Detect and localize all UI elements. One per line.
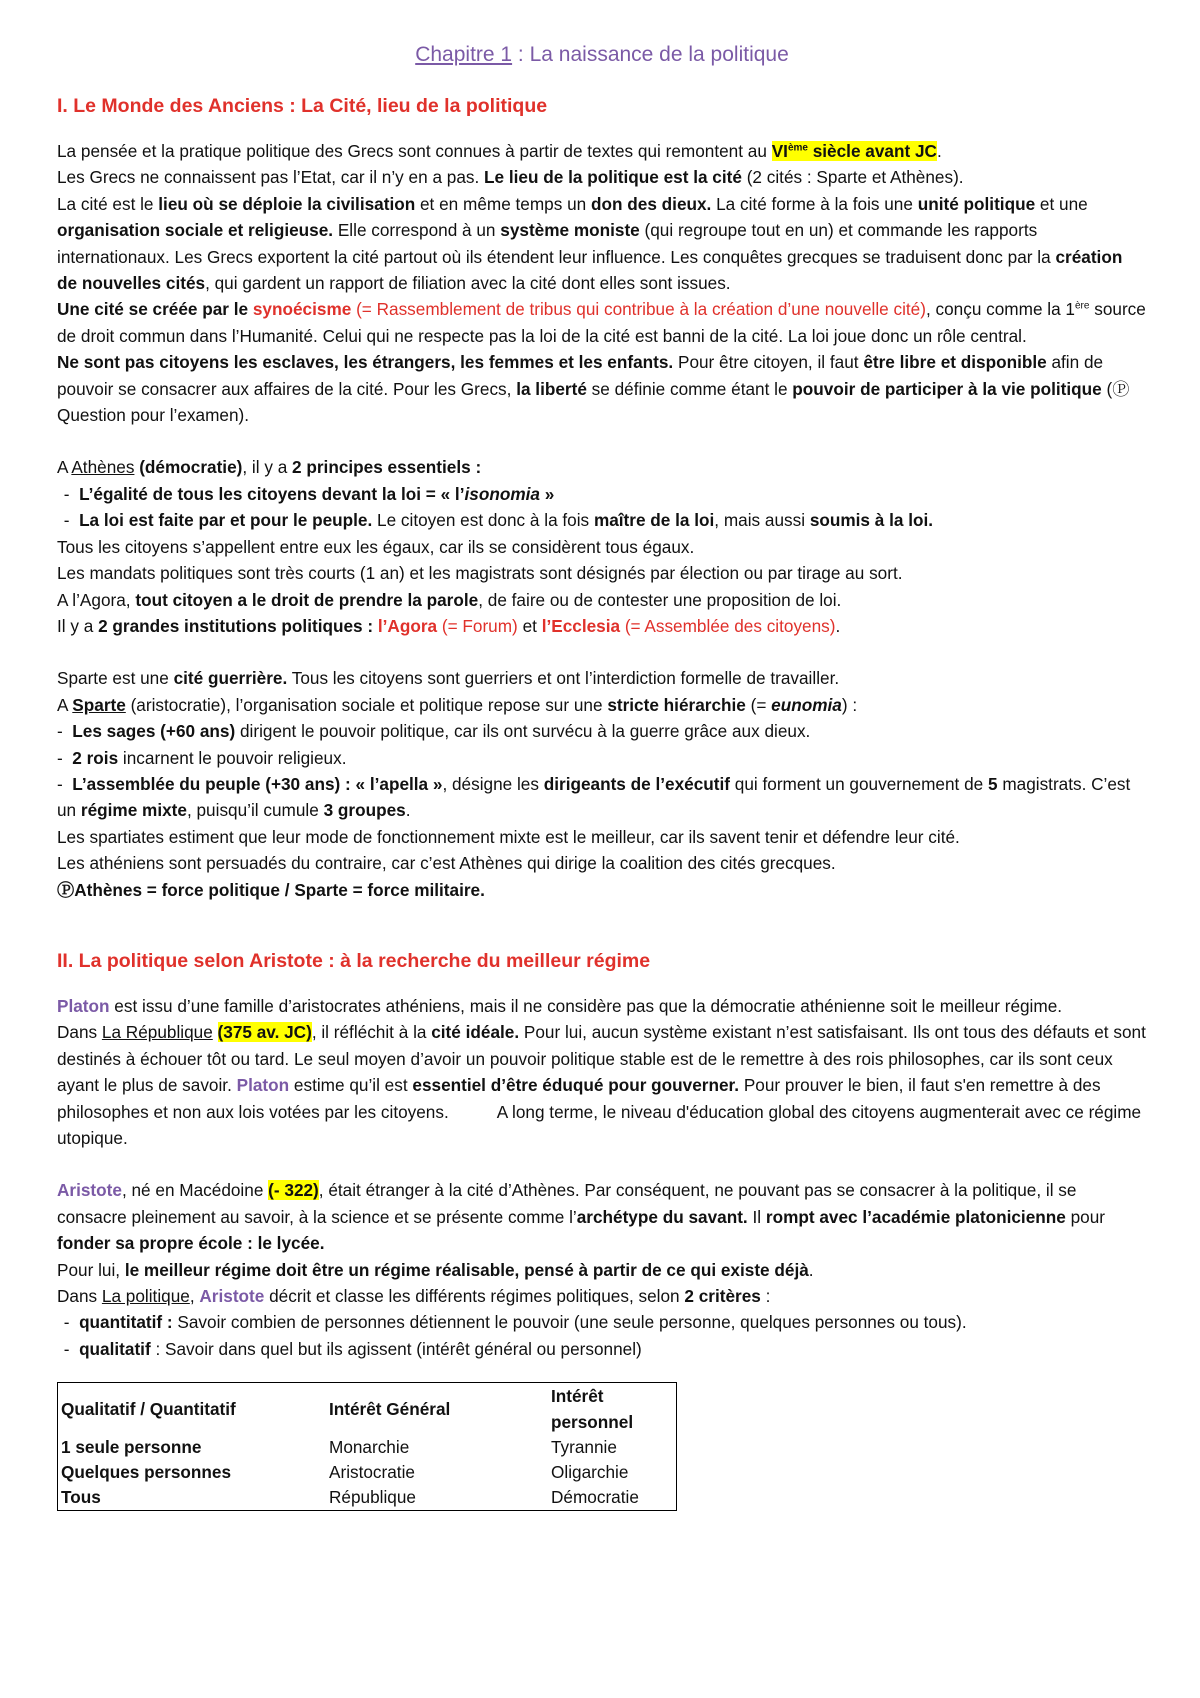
table-cell: Quelques personnes (61, 1462, 232, 1483)
text-run: Elle correspond à un (333, 220, 501, 241)
text-run: être libre et disponible (863, 352, 1047, 373)
list-item: - qualitatif : Savoir dans quel but ils agissent (intérêt général ou personnel) (59, 1338, 642, 1359)
list-item: - Les sages (+60 ans) dirigent le pouvoir politique, car ils ont survécu à la guerre grâce aux dieux. (57, 721, 811, 742)
text-run: unité politique (917, 193, 1036, 214)
table-cell: Tous (61, 1487, 101, 1508)
table-header-row (58, 1383, 677, 1436)
text-run: création de nouvelles cités (57, 246, 1123, 294)
table-cell: Oligarchie (551, 1462, 629, 1483)
list-item: - quantitatif : Savoir combien de personnes détiennent le pouvoir (une seule personne, quelques personnes ou tous). (59, 1312, 967, 1333)
table-row (58, 1435, 677, 1460)
paragraph: Pour lui, le meilleur régime doit être un régime réalisable, pensé à partir de ce qui existe déjà. (57, 1259, 814, 1280)
text-run: la liberté (516, 378, 587, 399)
chapter-label: Chapitre 1 (415, 43, 513, 66)
text-run: se définie comme étant le (586, 378, 793, 399)
paragraph: Platon est issu d’une famille d’aristocrates athéniens, mais il ne considère pas que la démocratie athénienne soit le meilleur régime. (57, 995, 1063, 1016)
paragraph (57, 191, 1147, 297)
text-run: afin de pouvoir se consacrer aux affaires de la cité. Pour les Grecs, (57, 352, 1104, 399)
paragraph: A l’Agora, tout citoyen a le droit de prendre la parole, de faire ou de contester une proposition de loi. (57, 589, 842, 610)
text-run: (qui regroupe tout en un) et commande les rapports internationaux. Les Grecs exportent la cité partout où ils étendent leur influence. Les conquêtes grecques se traduisent donc par la (57, 220, 1056, 267)
text-run: (Ⓟ Question pour l’examen). (57, 378, 1130, 426)
table-cell: Tyrannie (551, 1437, 617, 1458)
text-run: et en même temps un (415, 193, 591, 214)
section-2-heading: II. La politique selon Aristote : à la recherche du meilleur régime (57, 949, 651, 972)
text-run: La cité forme à la fois une (711, 193, 918, 214)
paragraph: Tous les citoyens s’appellent entre eux les égaux, car ils se considèrent tous égaux. (57, 536, 695, 557)
regimes-table (57, 1382, 677, 1511)
text-run: La cité est le (57, 193, 159, 214)
list-item: - L’assemblée du peuple (+30 ans) : « l’apella », désigne les dirigeants de l’exécutif qui forment un gouvernement de 5 magistrats. C’est un régime mixte, puisqu’il cumule 3 groupes. (57, 773, 1131, 821)
paragraph: Les spartiates estiment que leur mode de fonctionnement mixte est le meilleur, car ils savent tenir et défendre leur cité. (57, 826, 960, 847)
paragraph: A Athènes (démocratie), il y a 2 principes essentiels : (57, 457, 482, 478)
text-run: Ne sont pas citoyens les esclaves, les étrangers, les femmes et les enfants. (57, 352, 674, 373)
text-run: et une (1035, 193, 1088, 214)
paragraph (57, 349, 1147, 428)
section-1-heading: I. Le Monde des Anciens : La Cité, lieu de la politique (57, 95, 548, 117)
text-run: , qui gardent un rapport de filiation avec la cité dont elles sont issues. (205, 273, 731, 294)
text-run: organisation sociale et religieuse. (57, 220, 334, 241)
table-row (58, 1485, 677, 1511)
text-run: pouvoir de participer à la vie politique (792, 378, 1102, 399)
paragraph: Sparte est une cité guerrière. Tous les citoyens sont guerriers et ont l’interdiction formelle de travailler. (57, 668, 840, 689)
document-page (57, 40, 1147, 1511)
list-item: - 2 rois incarnent le pouvoir religieux. (57, 747, 347, 768)
paragraph: Les mandats politiques sont très courts (1 an) et les magistrats sont désignés par élection ou par tirage au sort. (57, 563, 903, 584)
text-run: Pour être citoyen, il faut (673, 352, 864, 373)
table-row (58, 1460, 677, 1485)
text-run: don des dieux. (591, 193, 712, 214)
paragraph: Aristote, né en Macédoine (- 322), était étranger à la cité d’Athènes. Par conséquent, ne pouvant pas se consacrer à la politique, il se consacre pleinement au savoir, à la science et se présente comme l’archétype du savant. Il rompt avec l’académie platonicienne pour fonder sa propre école : le lycée. (57, 1180, 1105, 1254)
text-run: lieu où se déploie la civilisation (158, 193, 416, 214)
table-cell: République (329, 1487, 416, 1508)
paragraph: Les Grecs ne connaissent pas l’Etat, car il n’y en a pas. Le lieu de la politique est la cité (2 cités : Sparte et Athènes). (57, 167, 964, 188)
paragraph: Il y a 2 grandes institutions politiques : l’Agora (= Forum) et l’Ecclesia (= Assemblée des citoyens). (57, 615, 841, 636)
paragraph: La pensée et la pratique politique des Grecs sont connues à partir de textes qui remontent au VIème siècle avant JC. (57, 141, 942, 161)
list-item: - La loi est faite par et pour le peuple. Le citoyen est donc à la fois maître de la loi, mais aussi soumis à la loi. (59, 510, 934, 531)
summary-line: ⓅAthènes = force politique / Sparte = force militaire. (57, 879, 485, 900)
list-item: - L’égalité de tous les citoyens devant la loi = « l’isonomia » (59, 483, 555, 504)
table-header-cell: Qualitatif / Quantitatif (61, 1399, 236, 1420)
table-header-cell: Intérêt Général (329, 1399, 451, 1420)
table-cell: Monarchie (329, 1437, 410, 1458)
page-title: Chapitre 1 : La naissance de la politique (415, 43, 789, 66)
table-cell: Démocratie (551, 1487, 639, 1508)
text-run: système moniste (500, 220, 640, 241)
paragraph: Dans La République (375 av. JC), il réfléchit à la cité idéale. Pour lui, aucun système existant n’est satisfaisant. Ils ont tous des défauts et sont destinés à échouer tôt ou tard. Le seul moyen d’avoir un pouvoir politique stable est de le remettre à des rois philosophes, car ils sont ceux ayant le plus de savoir. Platon estime qu’il est essentiel d’être éduqué pour gouverner. Pour prouver le bien, il faut s'en remettre à des philosophes et non aux lois votées par les citoyens. A long terme, le niveau d'éducation global des citoyens augmenterait avec ce régime utopique. (57, 1022, 1146, 1148)
paragraph: A Sparte (aristocratie), l’organisation sociale et politique repose sur une stricte hiérarchie (= eunomia) : (57, 694, 858, 715)
table-header-cell: Intérêt personnel (551, 1386, 634, 1433)
table-cell: 1 seule personne (61, 1437, 202, 1458)
paragraph: Une cité se créée par le synoécisme (= Rassemblement de tribus qui contribue à la création d’une nouvelle cité), conçu comme la 1ère source de droit commun dans l’Humanité. Celui qui ne respecte pas la loi de la cité est banni de la cité. La loi joue donc un rôle central. (57, 299, 1146, 346)
paragraph: Les athéniens sont persuadés du contraire, car c’est Athènes qui dirige la coalition des cités grecques. (57, 853, 836, 874)
paragraph: Dans La politique, Aristote décrit et classe les différents régimes politiques, selon 2 critères : (57, 1286, 771, 1307)
table-cell: Aristocratie (329, 1462, 415, 1483)
